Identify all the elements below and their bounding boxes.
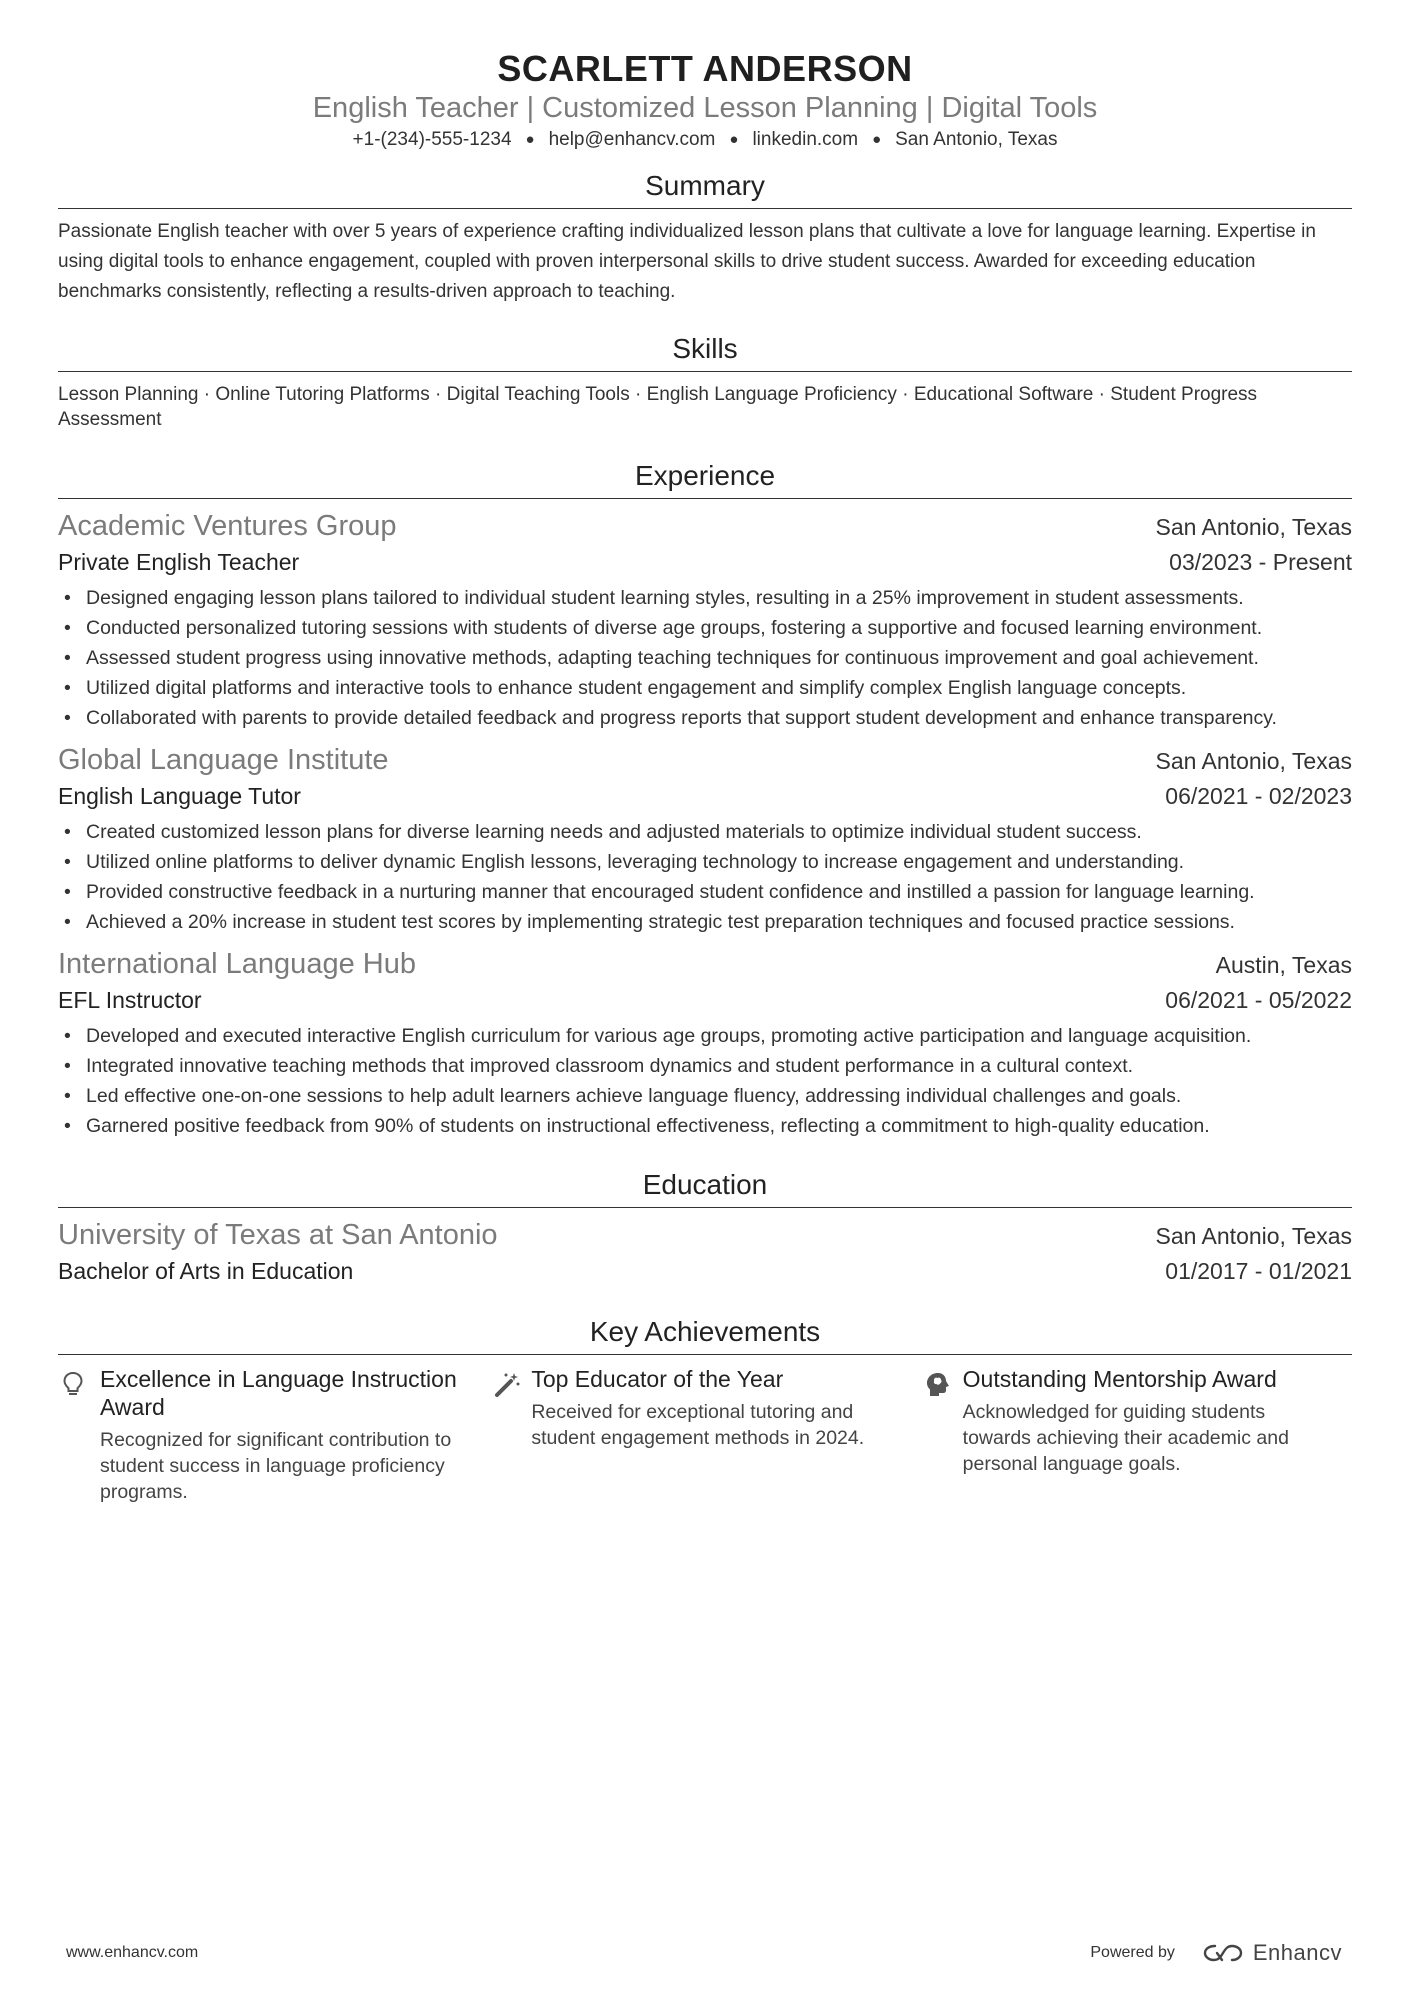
summary-section bbox=[58, 168, 1352, 307]
degree-name: Bachelor of Arts in Education bbox=[58, 1258, 354, 1284]
contact-email[interactable]: help@enhancv.com bbox=[548, 129, 716, 150]
achievements-section bbox=[58, 1314, 1352, 1505]
candidate-name: SCARLETT ANDERSON bbox=[497, 48, 913, 89]
achievement-description: Acknowledged for guiding students towards achieving their academic and personal language goals. bbox=[962, 1401, 1289, 1475]
page-footer bbox=[66, 1940, 1342, 1966]
contact-line bbox=[58, 126, 1352, 154]
magic-wand-icon bbox=[489, 1365, 531, 1505]
skills-list: Lesson Planning · Online Tutoring Platforms · Digital Teaching Tools · English Language Proficiency · Educational Software · Student Progress Assessment bbox=[58, 384, 1258, 430]
bullet-item: • Developed and executed interactive English curriculum for various age groups, promoting active participation and language acquisition. bbox=[58, 1021, 1352, 1051]
summary-title: Summary bbox=[58, 168, 1352, 209]
brand-logo[interactable] bbox=[1201, 1940, 1342, 1966]
powered-by bbox=[1090, 1940, 1342, 1966]
experience-section bbox=[58, 458, 1352, 1141]
achievement-description: Recognized for significant contribution to student success in language proficiency programs. bbox=[100, 1429, 452, 1503]
job-title: EFL Instructor bbox=[58, 987, 202, 1013]
brand-name: Enhancv bbox=[1252, 1940, 1342, 1965]
experience-title: Experience bbox=[58, 458, 1352, 499]
resume-content bbox=[58, 48, 1352, 1505]
achievement-item bbox=[58, 1365, 489, 1505]
contact-linkedin[interactable]: linkedin.com bbox=[752, 129, 859, 150]
job-title: Private English Teacher bbox=[58, 549, 300, 575]
achievement-item bbox=[921, 1365, 1352, 1505]
bullet-item: • Garnered positive feedback from 90% of students on instructional effectiveness, reflecting a commitment to high-quality education. bbox=[58, 1111, 1352, 1141]
education-section bbox=[58, 1167, 1352, 1288]
bullet-item: • Designed engaging lesson plans tailored to individual student learning styles, resulting in a 25% improvement in student assessments. bbox=[58, 583, 1352, 613]
school-location: San Antonio, Texas bbox=[1155, 1223, 1352, 1249]
achievement-title: Excellence in Language Instruction Award bbox=[100, 1366, 457, 1420]
job-location: San Antonio, Texas bbox=[1155, 514, 1352, 540]
achievements-grid bbox=[58, 1365, 1352, 1505]
bullet-item: • Assessed student progress using innovative methods, adapting teaching techniques for continuous improvement and goal achievement. bbox=[58, 643, 1352, 673]
candidate-headline: English Teacher | Customized Lesson Planning | Digital Tools bbox=[312, 92, 1098, 124]
bullet-item: • Created customized lesson plans for diverse learning needs and adjusted materials to optimize individual student success. bbox=[58, 817, 1352, 847]
bullet-item: • Collaborated with parents to provide detailed feedback and progress reports that support student development and enhance transparency. bbox=[58, 703, 1352, 733]
bullet-item: • Achieved a 20% increase in student test scores by implementing strategic test preparation techniques and focused practice sessions. bbox=[58, 907, 1352, 937]
separator-dot: ● bbox=[525, 131, 535, 148]
footer-url[interactable]: www.enhancv.com bbox=[66, 1944, 199, 1961]
job-dates: 06/2021 - 02/2023 bbox=[1165, 783, 1352, 809]
summary-text: Passionate English teacher with over 5 years of experience crafting individualized lesson plans that cultivate a love for language learning. Expertise in using digital tools to enhance engagement, coupled with proven interpersonal skills to drive student success. Awarded for exceeding education benchmarks consistently, reflecting a results-driven approach to teaching. bbox=[58, 221, 1316, 302]
bullet-item: • Integrated innovative teaching methods that improved classroom dynamics and student performance in a cultural context. bbox=[58, 1051, 1352, 1081]
experience-entry bbox=[58, 507, 1352, 733]
achievement-description: Received for exceptional tutoring and student engagement methods in 2024. bbox=[531, 1401, 865, 1449]
enhancv-logo-icon bbox=[1201, 1942, 1245, 1964]
resume-header bbox=[58, 48, 1352, 154]
achievement-title: Outstanding Mentorship Award bbox=[962, 1366, 1277, 1392]
experience-entry bbox=[58, 741, 1352, 937]
company-name: Global Language Institute bbox=[58, 744, 389, 776]
bullet-item: • Conducted personalized tutoring sessions with students of diverse age groups, fostering a supportive and focused learning environment. bbox=[58, 613, 1352, 643]
bullet-item: • Utilized online platforms to deliver dynamic English lessons, leveraging technology to increase engagement and understanding. bbox=[58, 847, 1352, 877]
separator-dot: ● bbox=[872, 131, 882, 148]
achievement-title: Top Educator of the Year bbox=[531, 1366, 784, 1392]
education-title: Education bbox=[58, 1167, 1352, 1208]
company-name: International Language Hub bbox=[58, 948, 416, 980]
education-entry bbox=[58, 1216, 1352, 1288]
skills-title: Skills bbox=[58, 331, 1352, 372]
skills-section bbox=[58, 331, 1352, 432]
experience-entry bbox=[58, 945, 1352, 1141]
contact-location: San Antonio, Texas bbox=[895, 129, 1058, 150]
job-title: English Language Tutor bbox=[58, 783, 301, 809]
achievements-title: Key Achievements bbox=[58, 1314, 1352, 1355]
separator-dot: ● bbox=[729, 131, 739, 148]
job-bullets bbox=[58, 583, 1352, 733]
job-dates: 03/2023 - Present bbox=[1169, 549, 1352, 575]
education-dates: 01/2017 - 01/2021 bbox=[1165, 1258, 1352, 1284]
job-bullets bbox=[58, 817, 1352, 937]
school-name: University of Texas at San Antonio bbox=[58, 1219, 498, 1251]
job-dates: 06/2021 - 05/2022 bbox=[1165, 987, 1352, 1013]
bullet-item: • Utilized digital platforms and interactive tools to enhance student engagement and simplify complex English language concepts. bbox=[58, 673, 1352, 703]
bullet-item: • Led effective one-on-one sessions to help adult learners achieve language fluency, addressing individual challenges and goals. bbox=[58, 1081, 1352, 1111]
company-name: Academic Ventures Group bbox=[58, 510, 397, 542]
achievement-item bbox=[489, 1365, 920, 1505]
lightbulb-icon bbox=[58, 1365, 100, 1505]
contact-phone: +1-(234)-555-1234 bbox=[352, 129, 512, 150]
powered-by-label: Powered by bbox=[1090, 1944, 1175, 1961]
job-bullets bbox=[58, 1021, 1352, 1141]
bullet-item: • Provided constructive feedback in a nurturing manner that encouraged student confidence and instilled a passion for language learning. bbox=[58, 877, 1352, 907]
head-brain-icon bbox=[921, 1365, 963, 1505]
job-location: San Antonio, Texas bbox=[1155, 748, 1352, 774]
job-location: Austin, Texas bbox=[1215, 952, 1352, 978]
